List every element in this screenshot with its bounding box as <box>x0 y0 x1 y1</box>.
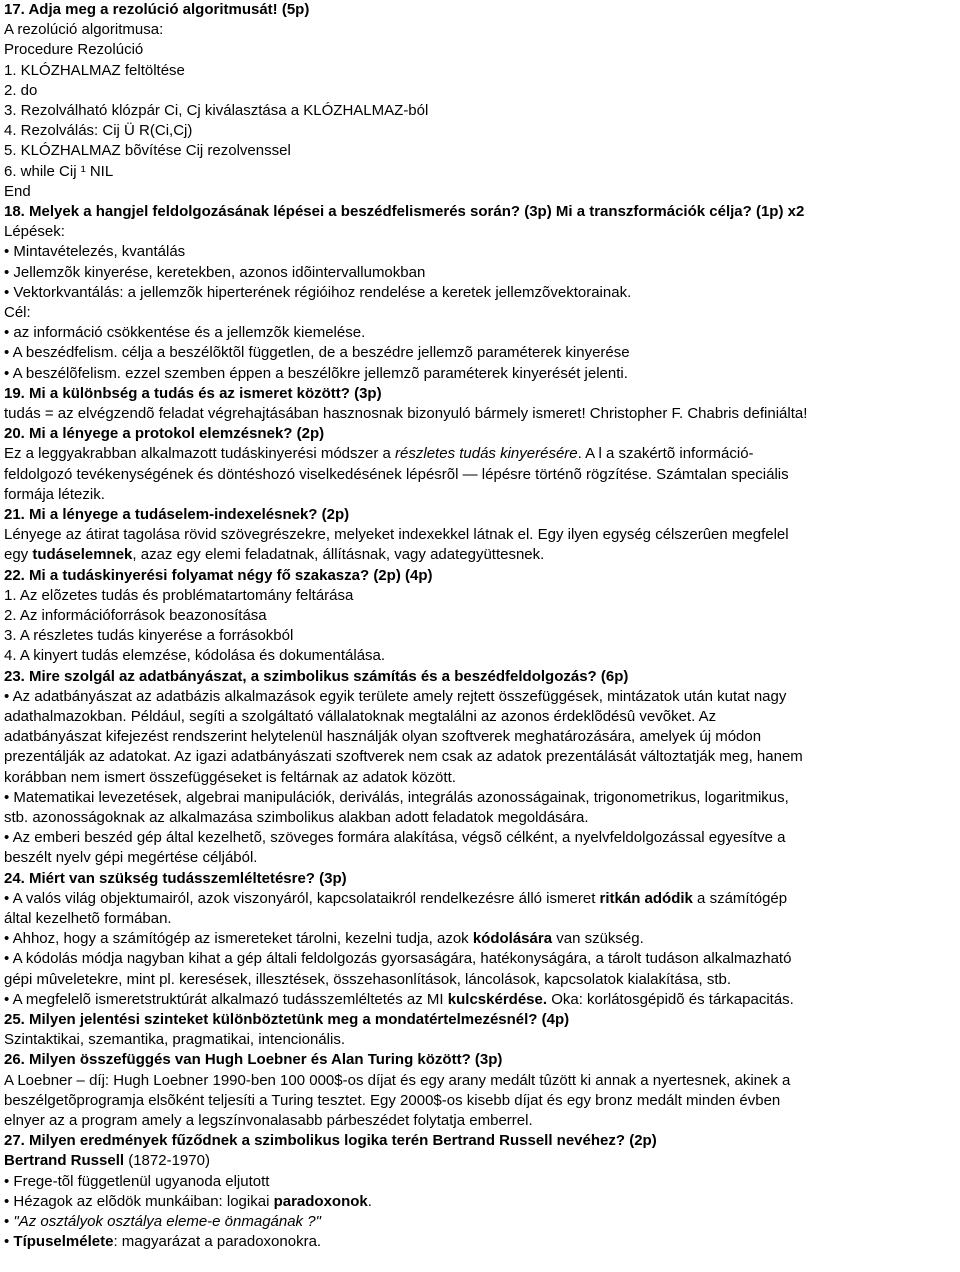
bold-text: 26. Milyen összefüggés van Hugh Loebner és Alan Turing között? (3p) <box>4 1051 503 1069</box>
text-line <box>4 505 958 525</box>
text-segment: prezentálják az adatokat. Az igazi adatbányászati szoftverek nem csak az adatok prezentálását változtatják meg, hanem <box>4 748 803 766</box>
text-segment: 3. Rezolválható klózpár Ci, Cj kiválasztása a KLÓZHALMAZ-ból <box>4 102 429 119</box>
text-segment: A Loebner – díj: Hugh Loebner 1990-ben 100 000$-os díjat és egy arany medált tûzött ki annak a nyertesnek, akinek a <box>4 1071 791 1089</box>
text-segment: a számítógép <box>692 889 788 907</box>
text-line <box>4 0 958 20</box>
text-line <box>4 606 958 626</box>
text-segment: elnyer az a program amely a legszínvonalasabb párbeszédet folytatja emberrel. <box>4 1112 533 1129</box>
text-line <box>4 384 958 404</box>
text-line <box>4 990 958 1010</box>
text-segment: • A megfelelõ ismeretstruktúrát alkalmazó tudásszemléltetés az MI <box>4 990 448 1008</box>
text-segment: 1. Az elõzetes tudás és problématartomány feltárása <box>4 586 354 604</box>
text-line <box>4 303 958 323</box>
text-line <box>4 1131 958 1151</box>
text-line <box>4 970 958 990</box>
text-segment: stb. azonosságoknak az alkalmazása szimbolikus alakban adott feladatok megoldására. <box>4 809 589 826</box>
text-line <box>4 808 958 828</box>
text-segment: 4. A kinyert tudás elemzése, kódolása és dokumentálása. <box>4 647 386 665</box>
text-line <box>4 707 958 727</box>
text-line <box>4 626 958 646</box>
text-line <box>4 242 958 262</box>
text-line <box>4 364 958 384</box>
text-segment: van szükség. <box>552 930 644 948</box>
text-segment: Szintaktikai, szemantika, pragmatikai, intencionális. <box>4 1031 345 1049</box>
text-segment: Lépések: <box>4 223 65 241</box>
text-segment: adathalmazokban. Például, segíti a szolgáltató vállalatoknak megtalálni az azonos érdeklõdésû vevõket. Az <box>4 708 717 725</box>
text-line <box>4 1212 958 1232</box>
text-segment: Procedure Rezolúció <box>4 41 144 59</box>
text-line <box>4 1192 958 1212</box>
bold-text: 25. Milyen jelentési szinteket különböztetünk meg a mondatértelmezésnél? (4p) <box>4 1011 570 1028</box>
text-line <box>4 283 958 303</box>
bold-text: 21. Mi a lényege a tudáselem-indexelésnek? (2p) <box>4 506 350 523</box>
text-segment: • Az adatbányászat az adatbázis alkalmazások egyik területe amely rejtett összefüggések, mintázatok után kutat nagy <box>4 687 787 705</box>
text-segment: • Hézagok az elõdök munkáiban: logikai <box>4 1192 274 1210</box>
text-segment: gépi mûveletekre, mint pl. keresések, illesztések, összehasonlítások, láncolások, kapcsolatok kialakítása, stb. <box>4 970 732 988</box>
text-segment: • az információ csökkentése és a jellemzõk kiemelése. <box>4 324 366 342</box>
text-segment: feldolgozó tevékenységének és döntéshozó viselkedésének lépésrõl — lépésre történõ rögzítése. Számtalan speciális <box>4 465 789 483</box>
text-line <box>4 909 958 929</box>
text-line <box>4 747 958 767</box>
text-line <box>4 1091 958 1111</box>
text-segment: tudás = az elvégzendõ feladat végrehajtásában hasznosnak bizonyuló bármely ismeret! Christopher F. Chabris definiálta! <box>4 405 808 422</box>
text-segment: 1. KLÓZHALMAZ feltöltése <box>4 61 185 79</box>
text-line <box>4 687 958 707</box>
text-line <box>4 889 958 909</box>
text-line <box>4 182 958 202</box>
text-line <box>4 848 958 868</box>
text-segment: által kezelhetõ formában. <box>4 910 172 927</box>
italic-text: "Az osztályok osztálya eleme-e önmagának ?" <box>13 1213 321 1230</box>
bold-text: 18. Melyek a hangjel feldolgozásának lépései a beszédfelismerés során? (3p) Mi a transzformációk célja? (1p) x2 <box>4 203 805 220</box>
text-segment: egy <box>4 546 33 564</box>
text-segment: Oka: korlátosgépidõ és tárkapacitás. <box>547 990 794 1008</box>
bold-text: Típuselmélete <box>13 1233 114 1251</box>
text-segment: • Vektorkvantálás: a jellemzõk hiperterének régióihoz rendelése a keretek jellemzõvektorainak. <box>4 283 632 301</box>
text-segment: Lényege az átirat tagolása rövid szövegrészekre, melyeket indexekkel látnak el. Egy ilyen egység célszerûen megfelel <box>4 526 789 544</box>
text-segment: korábban nem ismert összefüggéseket is feltárnak az adatok között. <box>4 768 456 786</box>
text-line <box>4 949 958 969</box>
text-line <box>4 1010 958 1030</box>
bold-text: 24. Miért van szükség tudásszemléltetésre? (3p) <box>4 869 347 887</box>
text-line <box>4 141 958 161</box>
text-segment: • Matematikai levezetések, algebrai manipulációk, deriválás, integrálás azonosságainak, trigonometrikus, logaritmikus, <box>4 788 789 806</box>
text-line <box>4 323 958 343</box>
text-line <box>4 1232 958 1252</box>
text-segment: . A l a szakértõ információ- <box>577 445 754 463</box>
text-line <box>4 444 958 464</box>
text-line <box>4 727 958 747</box>
text-segment: : magyarázat a paradoxonokra. <box>113 1233 322 1251</box>
text-line <box>4 404 958 424</box>
text-segment: • A beszélõfelism. ezzel szemben éppen a beszélõkre jellemzõ paraméterek kinyerését jelenti. <box>4 364 628 382</box>
text-line <box>4 545 958 565</box>
text-segment: 2. do <box>4 81 38 99</box>
text-line <box>4 667 958 687</box>
text-segment: • Az emberi beszéd gép által kezelhetõ, szöveges formára alakítása, végsõ célként, a nyelvfeldolgozással egyesítve a <box>4 829 786 847</box>
bold-text: 20. Mi a lényege a protokol elemzésnek? (2p) <box>4 425 325 443</box>
text-segment: • <box>4 1213 14 1230</box>
text-line <box>4 1111 958 1131</box>
text-segment: A rezolúció algoritmusa: <box>4 21 164 39</box>
bold-text: 23. Mire szolgál az adatbányászat, a szimbolikus számítás és a beszédfeldolgozás? (6p) <box>4 667 629 685</box>
text-segment: • Jellemzõk kinyerése, keretekben, azonos idõintervallumokban <box>4 263 426 281</box>
text-line <box>4 768 958 788</box>
text-segment: Cél: <box>4 304 31 321</box>
text-line <box>4 869 958 889</box>
text-line <box>4 121 958 141</box>
text-segment: , azaz egy elemi feladatnak, állításnak, vagy adategyüttesnek. <box>132 546 545 564</box>
text-line <box>4 202 958 222</box>
text-segment: beszélt nyelv gépi megértése céljából. <box>4 849 258 867</box>
bold-text: kulcskérdése. <box>447 990 548 1008</box>
text-line <box>4 1071 958 1091</box>
text-segment: 4. Rezolválás: Cij Ü R(Ci,Cj) <box>4 122 193 140</box>
text-line <box>4 465 958 485</box>
text-line <box>4 424 958 444</box>
text-segment: 5. KLÓZHALMAZ bõvítése Cij rezolvenssel <box>4 142 291 160</box>
text-line <box>4 646 958 666</box>
text-segment: 3. A részletes tudás kinyerése a forrásokból <box>4 627 294 645</box>
text-segment: • Frege-tõl függetlenül ugyanoda eljutott <box>4 1172 270 1190</box>
text-line <box>4 81 958 101</box>
text-line <box>4 828 958 848</box>
text-line <box>4 1030 958 1050</box>
bold-text: tudáselemnek <box>32 546 133 564</box>
text-line <box>4 1172 958 1192</box>
text-segment: formája létezik. <box>4 485 105 503</box>
text-segment: • Ahhoz, hogy a számítógép az ismereteket tárolni, kezelni tudja, azok <box>4 930 473 948</box>
text-line <box>4 20 958 40</box>
text-line <box>4 40 958 60</box>
text-line <box>4 101 958 121</box>
text-line <box>4 485 958 505</box>
text-line <box>4 263 958 283</box>
text-segment: • A kódolás módja nagyban kihat a gép általi feldolgozás gyorsaságára, hatékonyságára, a tárolt tudáson alkalmazható <box>4 950 792 968</box>
text-line <box>4 566 958 586</box>
text-segment: Ez a leggyakrabban alkalmazott tudáskinyerési módszer a <box>4 445 396 463</box>
bold-text: 27. Milyen eredmények fűződnek a szimbolikus logika terén Bertrand Russell nevéhez? (2p) <box>4 1132 657 1150</box>
text-segment: 6. while Cij ¹ NIL <box>4 162 114 180</box>
text-line <box>4 222 958 242</box>
text-line <box>4 525 958 545</box>
text-line <box>4 929 958 949</box>
bold-text: 22. Mi a tudáskinyerési folyamat négy fő szakasza? (2p) (4p) <box>4 566 433 584</box>
text-line <box>4 586 958 606</box>
bold-text: 19. Mi a különbség a tudás és az ismeret között? (3p) <box>4 384 382 402</box>
text-segment: 2. Az információforrások beazonosítása <box>4 607 267 624</box>
text-segment: beszélgetõprogramja elsõként teljesíti a Turing tesztet. Egy 2000$-os kisebb díjat és egy bronz medált minden évben <box>4 1091 781 1109</box>
bold-text: 17. Adja meg a rezolúció algoritmusát! (5p) <box>4 1 310 18</box>
text-line <box>4 162 958 182</box>
text-line <box>4 788 958 808</box>
text-segment: • <box>4 1233 14 1251</box>
bold-text: kódolására <box>472 930 553 948</box>
bold-text: ritkán adódik <box>599 889 693 907</box>
text-line <box>4 61 958 81</box>
text-segment: adatbányászat kifejezést rendszerint helytelenül használják olyan szoftverek meghatározására, amelyek új módon <box>4 728 762 746</box>
text-segment: • Mintavételezés, kvantálás <box>4 243 186 261</box>
text-segment: . <box>367 1192 372 1210</box>
text-segment: (1872-1970) <box>124 1152 210 1170</box>
text-segment: • A valós világ objektumairól, azok viszonyáról, kapcsolataikról rendelkezésre álló ismeret <box>4 889 600 907</box>
text-line <box>4 1151 958 1171</box>
bold-text: Bertrand Russell <box>4 1152 125 1170</box>
text-segment: End <box>4 182 31 200</box>
italic-text: részletes tudás kinyerésére <box>395 445 578 463</box>
text-segment: • A beszédfelism. célja a beszélõktõl független, de a beszédre jellemzõ paraméterek kinyerése <box>4 344 630 362</box>
text-line <box>4 343 958 363</box>
text-line <box>4 1050 958 1070</box>
bold-text: paradoxonok <box>273 1192 368 1210</box>
